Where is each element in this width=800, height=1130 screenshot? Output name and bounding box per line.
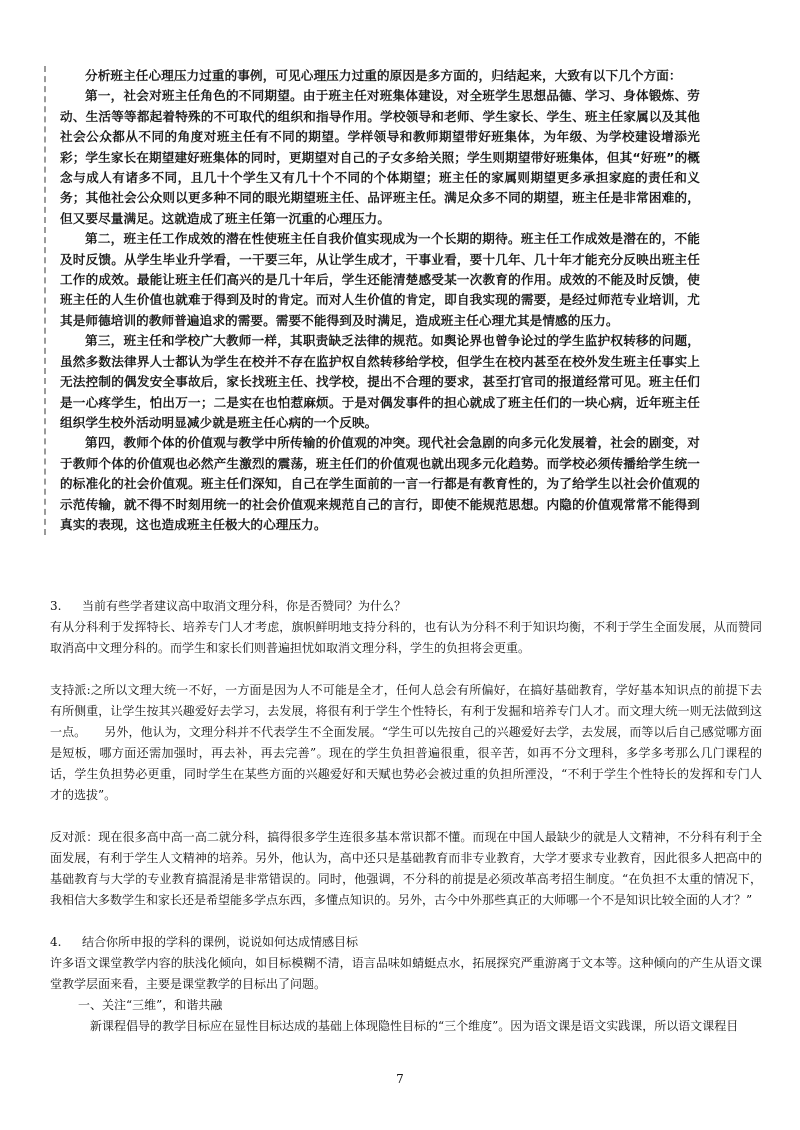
question-3-number: 3. [50, 599, 62, 613]
question-4-number: 4. [50, 935, 62, 949]
excerpt-point-3: 第三，班主任和学校广大教师一样，其职责缺乏法律的规范。如舆论界也曾争论过的学生监护权转移的问题，虽然多数法律界人士都认为学生在校并不存在监护权自然转移给学校，但学生在校内甚至在校外发生班主任事实上无法控制的偶发安全事故后，家长找班主任、找学校，提出不合理的要求，甚至打官司的报道经常可见。班主任们是一心疼学生，怕出万一；二是实在也怕惹麻烦。于是对偶发事件的担心就成了班主任们的一块心病，近年班主任组织学生校外活动明显减少就是班主任心病的一个反映。 [60, 333, 700, 430]
question-3-oppose-paragraph: 反对派：现在很多高中高一高二就分科，搞得很多学生连很多基本常识都不懂。而现在中国人最缺少的就是人文精神，不分科有利于全面发展，有利于学生人文精神的培养。另外，他认为，高中还只是基础教育而非专业教育，大学才要求专业教育，因此很多人把高中的基础教育与大学的专业教育搞混淆是非常错误的。同时，他强调，不分科的前提是必须改革高考招生制度。“在负担不太重的情况下，我相信大多数学生和家长还是希望能多学点东西，多懂点知识的。另外，古今中外那些真正的大师哪一个不是知识比较全面的人才？” [50, 830, 762, 907]
question-4-paragraph-1: 新课程倡导的教学目标应在显性目标达成的基础上体现隐性目标的“三个维度”。因为语文课是语文实践课，所以语文课程目 [90, 1019, 739, 1033]
question-3-support-paragraph: 支持派:之所以文理大统一不好，一方面是因为人不可能是全才，任何人总会有所偏好，在搞好基础教育，学好基本知识点的前提下去有所侧重，让学生按其兴趣爱好去学习，去发展，将很有利于学生个性特长，有利于发掘和培养专门人才。而文理大统一则无法做到这一点。 另外，他认为，文理分科并不代表学生不全面发展。“学生可以先按自己的兴趣爱好去学，去发展，而等以后自己感觉哪方面是短板，哪方面还需加强时，再去补，再去完善”。现在的学生负担普遍很重，很辛苦，如再不分文理科，多学多考那么几门课程的话，学生负担势必更重，同时学生在某些方面的兴趣爱好和天赋也势必会被过重的负担所湮没，“不利于学生个性特长的发挥和专门人才的选拔”。 [50, 683, 762, 802]
question-4-heading [50, 932, 762, 953]
question-4-intro: 许多语文课堂教学内容的肤浅化倾向，如目标模糊不清，语言品味如蜻蜓点水，拓展探究严重游离于文本等。这种倾向的产生从语文课堂教学层面来看，主要是课堂教学的目标出了问题。 [50, 956, 762, 991]
question-4-text: 结合你所申报的学科的课例，说说如何达成情感目标 [82, 935, 359, 949]
question-3-heading [50, 596, 762, 617]
excerpt-point-1: 第一，社会对班主任角色的不同期望。由于班主任对班集体建设，对全班学生思想品德、学习、身体锻炼、劳动、生活等等都起着特殊的不可取代的组织和指导作用。学校领导和老师、学生家长、学生、班主任家属以及其他社会公众都从不同的角度对班主任有不同的期望。学样领导和教师期望带好班集体，为年级、为学校建设增添光彩；学生家长在期望建好班集体的同时，更期望对自己的子女多给关照；学生则期望带好班集体，但其“好班”的概念与成人有诸多不同，且几十个学生又有几十个不同的个体期望；班主任的家属则期望更多承担家庭的责任和义务；其他社会公众则以更多种不同的眼光期望班主任、品评班主任。满足众多不同的期望，班主任是非常困难的，但又要尽量满足。这就造成了班主任第一沉重的心理压力。 [60, 88, 700, 226]
scanned-excerpt [44, 66, 700, 535]
excerpt-point-4: 第四，教师个体的价值观与教学中所传输的价值观的冲突。现代社会急剧的向多元化发展着，社会的剧变，对于教师个体的价值观也必然产生激烈的震荡，班主任们的价值观也就出现多元化趋势。而学校必须传播给学生统一的标准化的社会价值观。班主任们深知，自己在学生面前的一言一行都是有教育性的，为了给学生以社会价值观的示范传输，就不得不时刻用统一的社会价值观来规范自己的言行，即使不能规范思想。内隐的价值观常常不能得到真实的表现，这也造成班主任极大的心理压力。 [60, 435, 700, 532]
question-3-intro: 有从分科利于发挥特长、培养专门人才考虑，旗帜鲜明地支持分科的，也有认为分科不利于知识均衡，不利于学生全面发展，从而赞同取消高中文理分科的。而学生和家长们则普遍担忧如取消文理分科，学生的负担将会更重。 [50, 620, 762, 655]
excerpt-intro: 分析班主任心理压力过重的事例，可见心理压力过重的原因是多方面的，归结起来，大致有以下几个方面： [85, 68, 682, 83]
question-3-section [50, 596, 762, 1037]
excerpt-point-2: 第二，班主任工作成效的潜在性使班主任自我价值实现成为一个长期的期待。班主任工作成效是潜在的，不能及时反馈。从学生毕业升学看，一干要三年，从让学生成才，干事业看，要十几年、几十年才能充分反映出班主任工作的成效。最能让班主任们高兴的是几十年后，学生还能清楚感受某一次教育的作用。成效的不能及时反馈，使班主任的人生价值也就难于得到及时的肯定。而对人生价值的肯定，即自我实现的需要，是经过师范专业培训，尤其是师德培训的教师普遍追求的需要。需要不能得到及时满足，造成班主任心理尤其是情感的压力。 [60, 231, 700, 328]
question-3-text: 当前有些学者建议高中取消文理分科，你是否赞同？为什么？ [82, 599, 407, 613]
section-heading-1: 一、关注“三维”，和谐共融 [78, 998, 223, 1012]
page-number: 7 [396, 1072, 404, 1086]
